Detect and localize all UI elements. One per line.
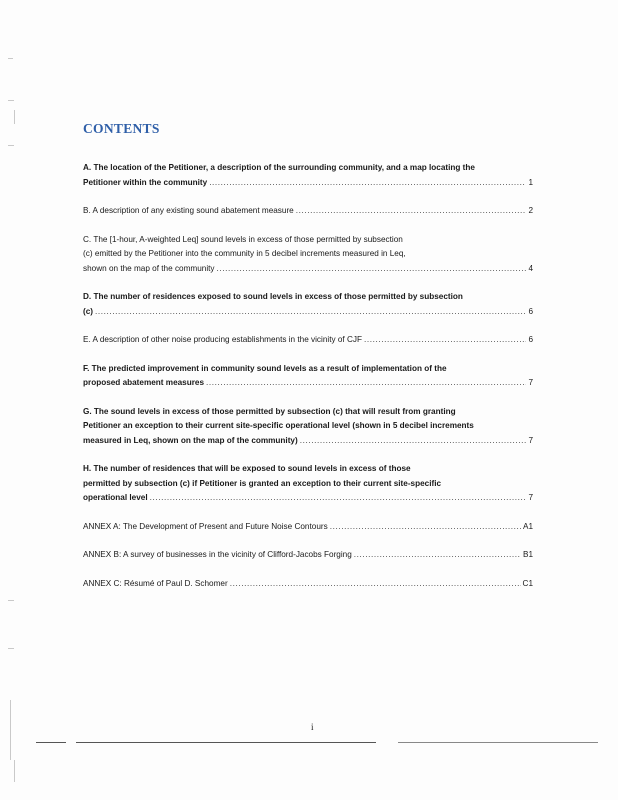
- toc-entry-text: (c) emitted by the Petitioner into the community in 5 decibel increments measured in Leq,: [83, 249, 406, 258]
- toc-entry-line: [83, 305, 533, 320]
- toc-entry-text: G. The sound levels in excess of those permitted by subsection (c) that will result from granting: [83, 406, 456, 416]
- toc-entry-text: shown on the map of the community: [83, 263, 215, 273]
- toc-entry-text: operational level: [83, 493, 148, 502]
- toc-entry-text: H. The number of residences that will be exposed to sound levels in excess of those: [83, 464, 411, 473]
- toc-entry-line: [83, 419, 533, 434]
- toc-entry-text: permitted by subsection (c) if Petitioner is granted an exception to their current site-specific: [83, 478, 442, 488]
- scan-mark: [14, 110, 15, 124]
- toc-page-number: 6: [528, 335, 533, 344]
- scan-mark: [10, 700, 11, 760]
- toc-entry-text: proposed abatement measures: [83, 378, 205, 387]
- scan-mark: [8, 648, 14, 649]
- toc-entry: [83, 462, 533, 506]
- toc-page-number: A1: [522, 521, 533, 531]
- toc-entry-line: [83, 262, 533, 277]
- dot-leader: [296, 204, 527, 219]
- toc-entry-line: [83, 405, 533, 420]
- toc-entry-line: [83, 491, 533, 506]
- toc-entry-text: E. A description of other noise producing establishments in the vicinity of CJF: [83, 335, 362, 344]
- footer-rule: [76, 742, 376, 743]
- scan-mark: [8, 100, 14, 101]
- toc-entry-line: [83, 247, 533, 262]
- toc-entry: [83, 548, 533, 563]
- contents-heading: CONTENTS: [83, 121, 160, 136]
- toc-entry: [83, 290, 533, 319]
- toc-entry-text: ANNEX C: Résumé of Paul D. Schomer: [83, 578, 228, 588]
- toc-page-number: 7: [528, 378, 533, 387]
- dot-leader: [354, 548, 521, 563]
- toc-entry-text: A. The location of the Petitioner, a description of the surrounding community, and a map locating the: [83, 163, 475, 172]
- toc-entry-line: [83, 176, 533, 191]
- toc-entry-line: [83, 548, 533, 563]
- toc-entry-text: F. The predicted improvement in community sound levels as a result of implementation of the: [83, 363, 447, 373]
- toc-page-number: 2: [528, 206, 533, 215]
- dot-leader: [150, 491, 527, 506]
- dot-leader: [217, 262, 527, 277]
- toc-entry: [83, 577, 533, 592]
- toc-entry-text: measured in Leq, shown on the map of the community): [83, 435, 298, 445]
- toc-entry: [83, 233, 533, 277]
- dot-leader: [300, 434, 527, 449]
- toc-entry-line: [83, 376, 533, 391]
- toc-entry-line: [83, 362, 533, 377]
- toc-entry-text: Petitioner an exception to their current site-specific operational level (shown in 5 decibel increments: [83, 421, 474, 430]
- footer-rule: [398, 742, 598, 743]
- dot-leader: [95, 305, 526, 320]
- toc-entry: [83, 333, 533, 348]
- toc-page-number: C1: [522, 578, 533, 588]
- toc-entry: [83, 405, 533, 449]
- toc-entry-line: [83, 577, 533, 592]
- page-number: i: [311, 722, 314, 732]
- toc-entry-line: [83, 434, 533, 449]
- toc-page-number: 1: [528, 177, 533, 187]
- toc-entry-text: B. A description of any existing sound abatement measure: [83, 206, 294, 215]
- dot-leader: [330, 520, 521, 535]
- dot-leader: [209, 176, 526, 191]
- table-of-contents: [83, 161, 533, 605]
- toc-entry-line: [83, 333, 533, 348]
- toc-entry: [83, 362, 533, 391]
- dot-leader: [230, 577, 521, 592]
- toc-entry-text: D. The number of residences exposed to sound levels in excess of those permitted by subsection: [83, 292, 463, 301]
- dot-leader: [364, 333, 526, 348]
- toc-entry-text: C. The [1-hour, A-weighted Leq] sound levels in excess of those permitted by subsection: [83, 234, 403, 244]
- toc-entry-text: ANNEX B: A survey of businesses in the vicinity of Clifford-Jacobs Forging: [83, 550, 352, 559]
- toc-page-number: B1: [522, 550, 533, 559]
- scan-mark: [8, 58, 13, 59]
- toc-entry: [83, 204, 533, 219]
- toc-entry-line: [83, 161, 533, 176]
- scan-mark: [14, 760, 15, 782]
- footer-rule: [36, 742, 66, 743]
- toc-entry-line: [83, 233, 533, 248]
- scan-mark: [8, 600, 14, 601]
- toc-entry-text: Petitioner within the community: [83, 177, 208, 187]
- dot-leader: [206, 376, 526, 391]
- toc-entry: [83, 520, 533, 535]
- toc-entry-line: [83, 477, 533, 492]
- toc-entry-text: ANNEX A: The Development of Present and Future Noise Contours: [83, 521, 328, 531]
- toc-page-number: 7: [528, 435, 533, 445]
- toc-entry-line: [83, 520, 533, 535]
- toc-page-number: 7: [528, 493, 533, 502]
- toc-page-number: 6: [528, 306, 533, 316]
- toc-entry: [83, 161, 533, 190]
- scan-mark: [8, 145, 14, 146]
- toc-entry-line: [83, 204, 533, 219]
- toc-entry-text: (c): [83, 306, 94, 316]
- toc-entry-line: [83, 462, 533, 477]
- toc-entry-line: [83, 290, 533, 305]
- toc-page-number: 4: [528, 263, 533, 273]
